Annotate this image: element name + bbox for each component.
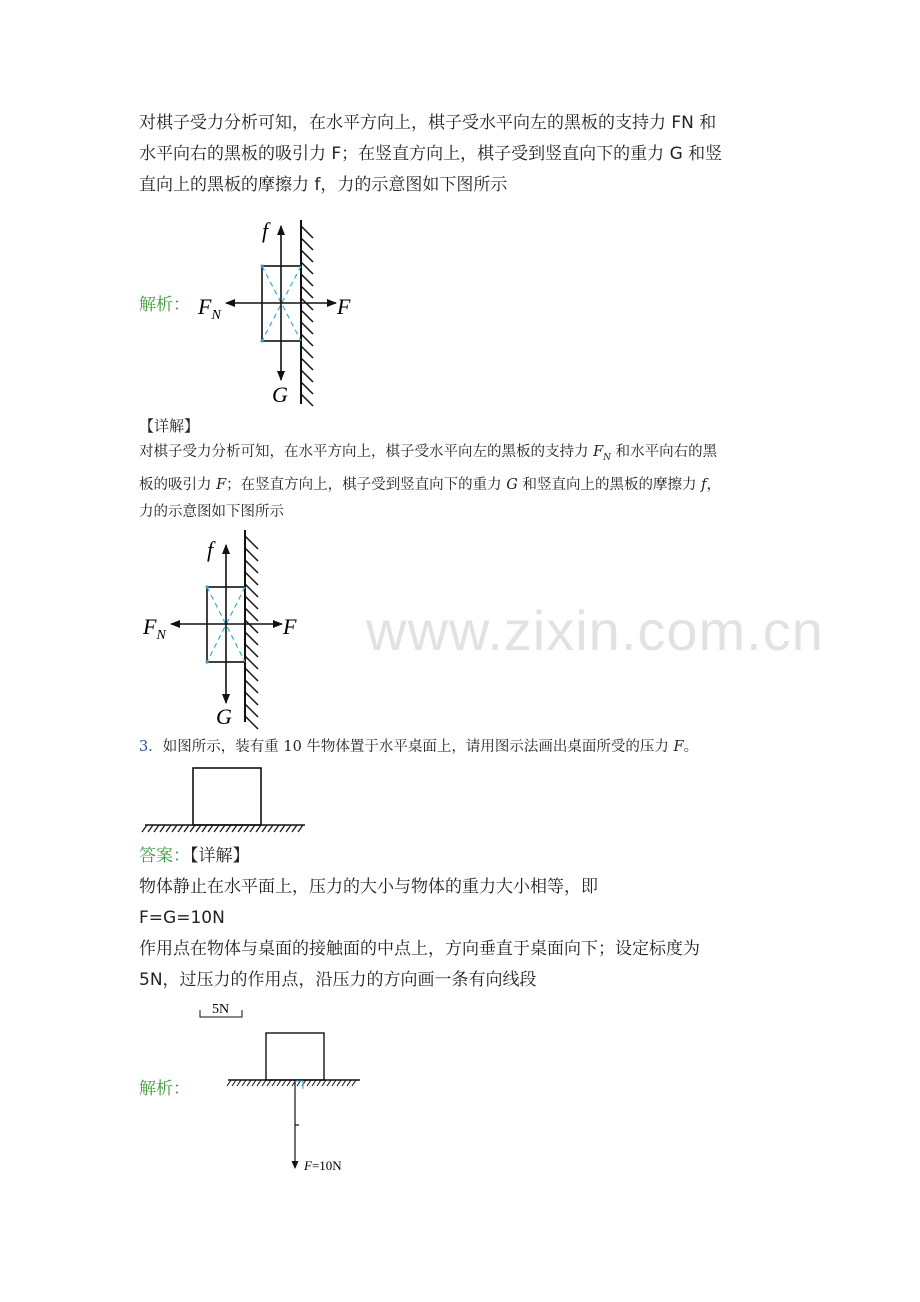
g-label: G: [272, 382, 288, 407]
detail-heading: 【详解】: [139, 417, 200, 435]
intro-line-1: 对棋子受力分析可知，在水平方向上，棋子受水平向左的黑板的支持力 FN 和: [139, 113, 717, 133]
detail-line-3: 力的示意图如下图所示: [139, 503, 284, 520]
ground-hatch: [337, 1080, 341, 1086]
answer-label: 答案：: [139, 846, 190, 866]
ground-hatch: [307, 1080, 311, 1086]
ground-hatch: [227, 1080, 231, 1086]
ground-hatch: [342, 1080, 346, 1086]
ground-hatch: [322, 1080, 326, 1086]
ground-hatch: [257, 1080, 261, 1086]
fn-label-2: $F_N$: [143, 614, 166, 643]
ground-hatch: [317, 1080, 321, 1086]
watermark: www.zixin.com.cn: [366, 599, 824, 662]
detail-line-2: 板的吸引力 F；在竖直方向上，棋子受到竖直向下的重力 G 和竖直向上的黑板的摩擦力 f，: [139, 476, 721, 493]
ground-hatch: [347, 1080, 351, 1086]
question-3: 3．如图所示，装有重 10 牛物体置于水平桌面上，请用图示法画出桌面所受的压力 F。: [139, 739, 699, 755]
answer-line-3: 作用点在物体与桌面的接触面的中点上，方向垂直于桌面向下；设定标度为: [139, 939, 700, 959]
ground-hatch: [272, 1080, 276, 1086]
ground-hatch: [242, 1080, 246, 1086]
answer-line-1: 物体静止在水平面上，压力的大小与物体的重力大小相等，即: [139, 877, 598, 897]
answer-line-4: 5N，过压力的作用点，沿压力的方向画一条有向线段: [139, 970, 537, 990]
ground-hatch: [352, 1080, 356, 1086]
ground-hatch: [312, 1080, 316, 1086]
ground-hatch: [247, 1080, 251, 1086]
fn-label: $F_N$: [198, 294, 221, 323]
f-label-2: f: [207, 537, 214, 562]
answer-heading: 【详解】: [190, 846, 250, 866]
ground-hatch: [287, 1080, 291, 1086]
ground-hatch: [232, 1080, 236, 1086]
scale-label: 5N: [212, 1002, 230, 1017]
detail-line-1: 对棋子受力分析可知，在水平方向上，棋子受水平向左的黑板的支持力 $F_N$ 和水平向右的黑: [139, 444, 718, 463]
question-number: 3．: [139, 739, 163, 755]
ground-hatch: [262, 1080, 266, 1086]
force-label: F=10N: [304, 1158, 342, 1173]
f-label: f: [262, 218, 269, 243]
ground-hatch: [327, 1080, 331, 1086]
g-label-2: G: [216, 704, 232, 729]
f-right-label: F: [337, 294, 351, 319]
ground-hatch: [282, 1080, 286, 1086]
ground-hatch: [252, 1080, 256, 1086]
intro-line-3: 直向上的黑板的摩擦力 f，力的示意图如下图所示: [139, 175, 508, 195]
analysis-label: 解析：: [139, 295, 190, 315]
ground-hatch: [332, 1080, 336, 1086]
answer-line-2: F=G=10N: [139, 908, 225, 928]
ground-hatch: [267, 1080, 271, 1086]
ground-hatch: [277, 1080, 281, 1086]
intro-line-2: 水平向右的黑板的吸引力 F；在竖直方向上，棋子受到竖直向下的重力 G 和竖: [139, 144, 723, 164]
analysis-label-2: 解析：: [139, 1079, 190, 1099]
f-right-label-2: F: [283, 614, 297, 639]
ground-hatch: [237, 1080, 241, 1086]
